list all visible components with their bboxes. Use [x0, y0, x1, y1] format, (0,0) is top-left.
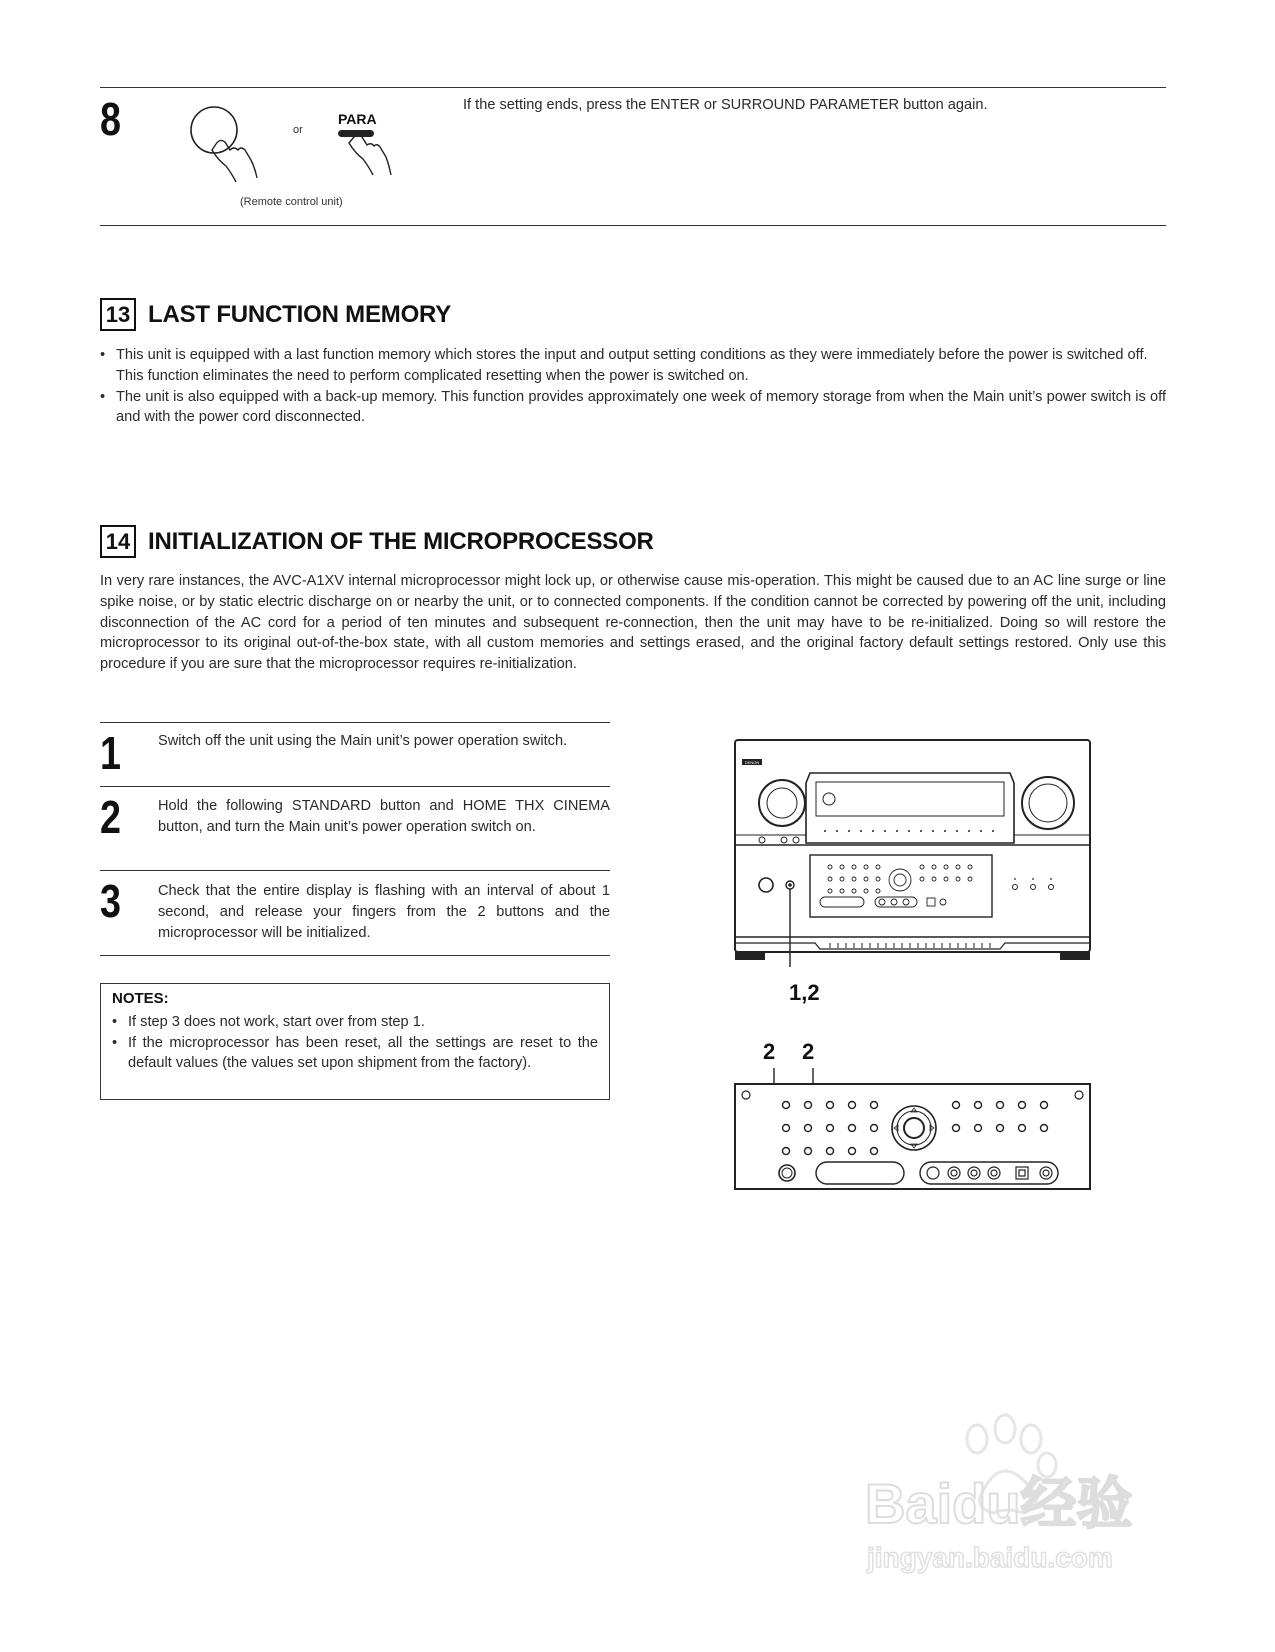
home-thx-button-callout: 2: [802, 1039, 815, 1064]
note-item: • If step 3 does not work, start over from step 1.: [112, 1012, 598, 1033]
section-14-intro: In very rare instances, the AVC-A1XV internal microprocessor might lock up, or otherwise cause mis-operation. This might be caused due to an AC line surge or line spike noise, or by static electric discharge on or nearby the unit, or to connected components. If the condition cannot be corrected by powering off the unit, including disconnection of the AC cord for a period of ten minutes and subsequent re-connection, then the unit may have to be re-initialized. Doing so will restore the microprocessor to its original out-of-the-box state, with all custom memories and settings erased, and the original factory default settings restored. Only use this procedure if you are sure that the microprocessor requires re-initialization.: [100, 573, 1166, 673]
standard-button-callout: 2: [763, 1039, 776, 1064]
section-14-title: INITIALIZATION OF THE MICROPROCESSOR: [148, 527, 654, 555]
notes-box: [100, 983, 610, 1100]
section-14-number: 14: [100, 525, 136, 558]
remote-buttons-illustration: [180, 100, 420, 190]
section-13-bullets: [100, 345, 1166, 428]
notes-title: NOTES:: [112, 990, 169, 1007]
step-8-number: 8: [100, 93, 121, 145]
svg-text:Baidu经验: Baidu经验: [865, 1472, 1133, 1535]
step-1-number: 1: [100, 727, 121, 779]
step-1-text: Switch off the unit using the Main unit’s power operation switch.: [158, 733, 568, 749]
section-14-heading: [100, 525, 654, 558]
step-2-number: 2: [100, 791, 121, 843]
section-13-number: 13: [100, 298, 136, 331]
note-item: • If the microprocessor has been reset, all the settings are reset to the default values (the values set upon shipment from the factory).: [112, 1033, 598, 1074]
step-2-text: Hold the following STANDARD button and HOME THX CINEMA button, and turn the Main unit’s power operation switch on.: [158, 798, 610, 835]
or-label: or: [293, 124, 303, 136]
pressing-hand-icon: [216, 140, 257, 178]
svg-text:jingyan.baidu.com: jingyan.baidu.com: [867, 1542, 1113, 1573]
step-3-number: 3: [100, 875, 121, 927]
steps-top-rule: [100, 722, 610, 723]
svg-text:DENON: DENON: [744, 760, 760, 765]
bullet-1-text: This unit is equipped with a last function memory which stores the input and output setting conditions as they were immediately before the power is switched off.: [116, 347, 1148, 363]
top-rule: [100, 87, 1166, 88]
steps-bottom-rule: [100, 955, 610, 956]
pressing-hand-icon-2: [354, 135, 391, 175]
remote-caption: (Remote control unit): [240, 196, 343, 208]
power-callout-label: 1,2: [789, 980, 820, 1005]
step-8-instruction: If the setting ends, press the ENTER or SURROUND PARAMETER button again.: [463, 97, 988, 113]
sub-panel-detail-diagram: [730, 1060, 1095, 1190]
step-8-bottom-rule: [100, 225, 1166, 226]
step-divider: [100, 870, 610, 871]
bullet-item: [100, 345, 1166, 387]
step-divider: [100, 786, 610, 787]
section-13-title: LAST FUNCTION MEMORY: [148, 300, 452, 328]
receiver-front-panel-diagram: [730, 735, 1095, 970]
step-3-text: Check that the entire display is flashing with an interval of about 1 second, and release your fingers from the 2 buttons and the microprocessor will be initialized.: [158, 883, 610, 941]
para-label: PARA: [338, 111, 377, 127]
bullet-1-continuation: This function eliminates the need to perform complicated resetting when the power is switched on.: [116, 367, 749, 384]
notes-list: [112, 1012, 598, 1074]
section-13-heading: [100, 298, 451, 331]
bullet-item: • The unit is also equipped with a back-up memory. This function provides approximately one week of memory storage from when the Main unit’s power switch is off and with the power cord disconnected.: [100, 387, 1166, 429]
baidu-watermark-logo: [865, 1405, 1145, 1575]
